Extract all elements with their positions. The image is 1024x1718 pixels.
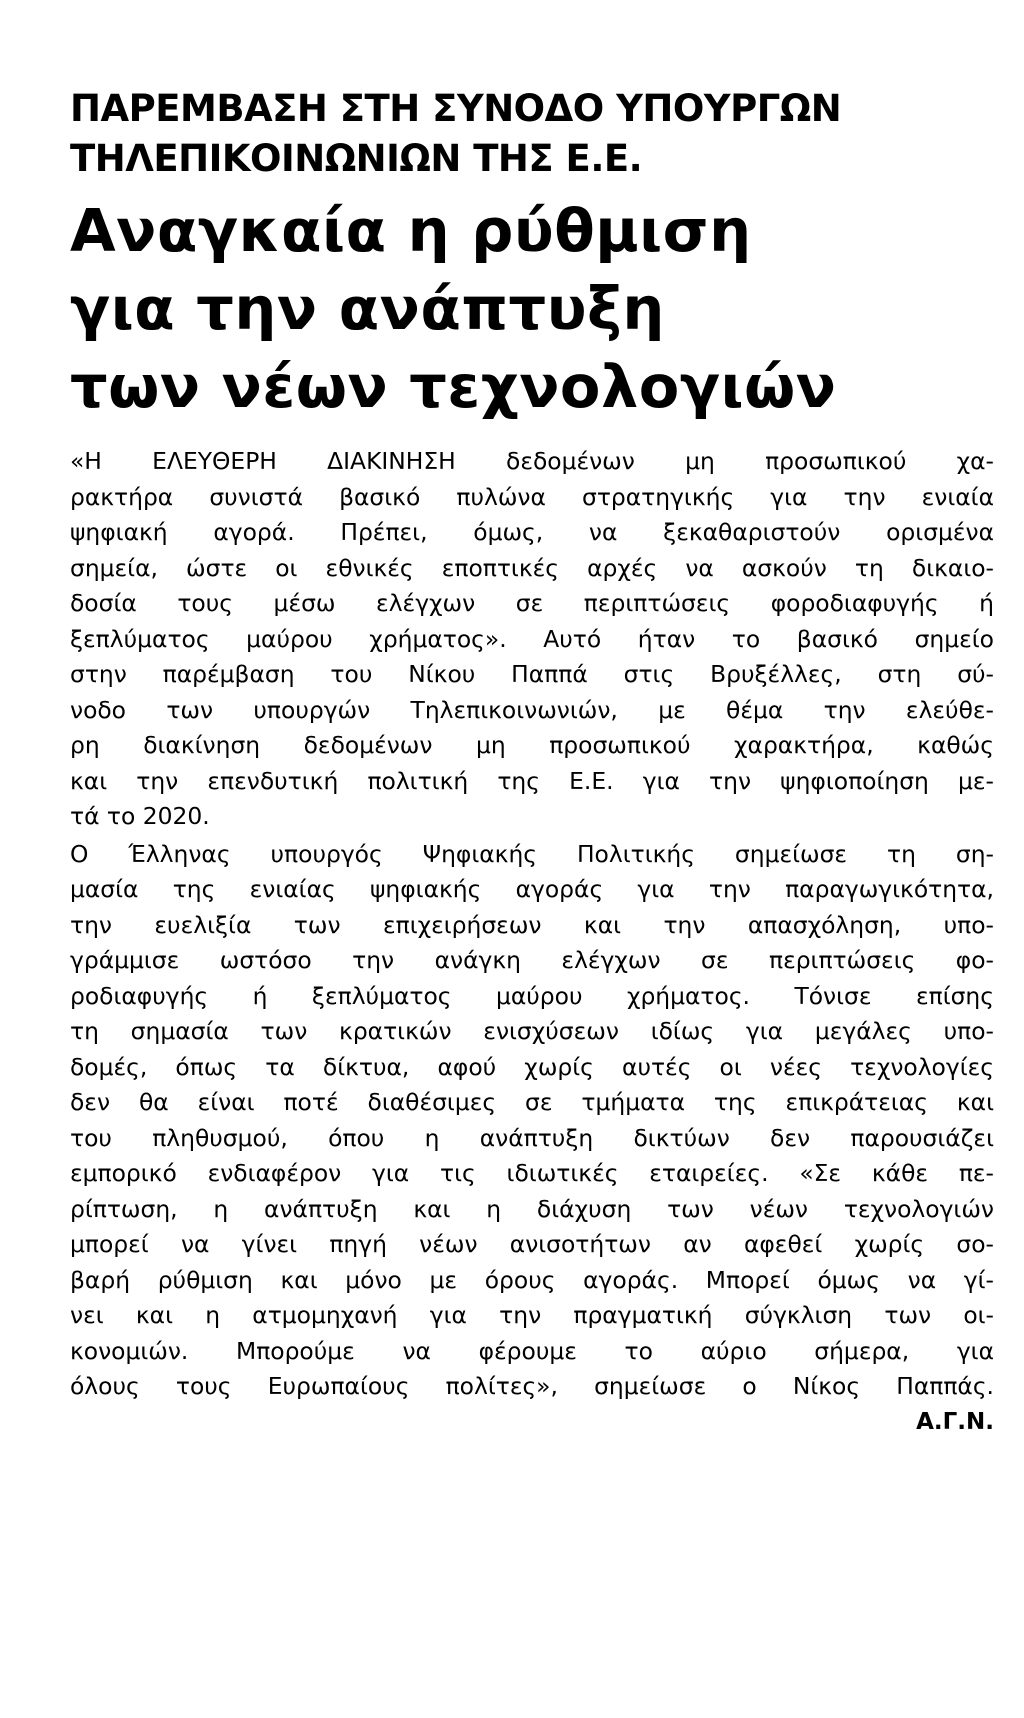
text-line: ρίπτωση, η ανάπτυξη και η διάχυση των νέων τεχνολογιών [70, 1194, 994, 1223]
paragraph-1 [70, 444, 994, 835]
text-line: εμπορικό ενδιαφέρον για τις ιδιωτικές εταιρείες. «Σε κάθε πε- [70, 1159, 994, 1187]
headline-line: των νέων τεχνολογιών [70, 352, 837, 421]
text-line: νοδο των υπουργών Τηλεπικοινωνιών, με θέμα την ελεύθε- [70, 695, 994, 724]
text-line: ρακτήρα συνιστά βασικό πυλώνα στρατηγικής για την ενιαία [70, 482, 994, 511]
text-line: κονομιών. Μπορούμε να φέρουμε το αύριο σήμερα, για [70, 1336, 994, 1365]
kicker-line: ΤΗΛΕΠΙΚΟΙΝΩΝΙΩΝ ΤΗΣ Ε.Ε. [70, 137, 643, 180]
text-line: ροδιαφυγής ή ξεπλύματος μαύρου χρήματος. Τόνισε επίσης [70, 981, 994, 1010]
text-line: τη σημασία των κρατικών ενισχύσεων ιδίως για μεγάλες υπο- [70, 1017, 994, 1045]
text-line: ξεπλύματος μαύρου χρήματος». Αυτό ήταν το βασικό σημείο [70, 624, 994, 653]
headline-line: για την ανάπτυξη [70, 274, 665, 343]
text-line: όλους τους Ευρωπαίους πολίτες», σημείωσε ο Νίκος Παππάς. [70, 1372, 994, 1400]
text-line: ψηφιακή αγορά. Πρέπει, όμως, να ξεκαθαριστούν ορισμένα [70, 518, 994, 546]
paragraph-2 [70, 837, 994, 1405]
text-line: δοσία τους μέσω ελέγχων σε περιπτώσεις φοροδιαφυγής ή [70, 589, 994, 617]
text-line: νει και η ατμομηχανή για την πραγματική σύγκλιση των οι- [70, 1301, 994, 1329]
text-line: την ευελιξία των επιχειρήσεων και την απασχόληση, υπο- [70, 910, 994, 939]
text-line: και την επενδυτική πολιτική της Ε.Ε. για την ψηφιοποίηση με- [70, 766, 994, 795]
text-line: γράμμισε ωστόσο την ανάγκη ελέγχων σε περιπτώσεις φο- [70, 946, 994, 974]
headline-line: Αναγκαία η ρύθμιση [70, 196, 752, 265]
author-signature: Α.Γ.Ν. [916, 1408, 994, 1435]
text-line: σημεία, ώστε οι εθνικές εποπτικές αρχές να ασκούν τη δικαιο- [70, 553, 994, 582]
text-line: του πληθυσμού, όπου η ανάπτυξη δικτύων δεν παρουσιάζει [70, 1123, 994, 1152]
text-line: μπορεί να γίνει πηγή νέων ανισοτήτων αν αφεθεί χωρίς σο- [70, 1230, 994, 1258]
text-line: δομές, όπως τα δίκτυα, αφού χωρίς αυτές οι νέες τεχνολογίες [70, 1052, 994, 1081]
text-line: στην παρέμβαση του Νίκου Παππά στις Βρυξέλλες, στη σύ- [70, 660, 994, 688]
kicker-line: ΠΑΡΕΜΒΑΣΗ ΣΤΗ ΣΥΝΟΔΟ ΥΠΟΥΡΓΩΝ [70, 87, 842, 130]
kicker [70, 84, 994, 184]
text-line: Ο Έλληνας υπουργός Ψηφιακής Πολιτικής σημείωσε τη ση- [70, 839, 994, 868]
text-line: τά το 2020. [70, 802, 210, 830]
text-line: μασία της ενιαίας ψηφιακής αγοράς για την παραγωγικότητα, [70, 875, 994, 903]
headline [70, 192, 994, 426]
text-line: ρη διακίνηση δεδομένων μη προσωπικού χαρακτήρα, καθώς [70, 731, 994, 759]
text-line: βαρή ρύθμιση και μόνο με όρους αγοράς. Μπορεί όμως να γί- [70, 1265, 994, 1294]
article [70, 84, 994, 1439]
text-line: δεν θα είναι ποτέ διαθέσιμες σε τμήματα της επικράτειας και [70, 1088, 994, 1116]
text-line: «Η ΕΛΕΥΘΕΡΗ ΔΙΑΚΙΝΗΣΗ δεδομένων μη προσωπικού χα- [70, 447, 994, 475]
